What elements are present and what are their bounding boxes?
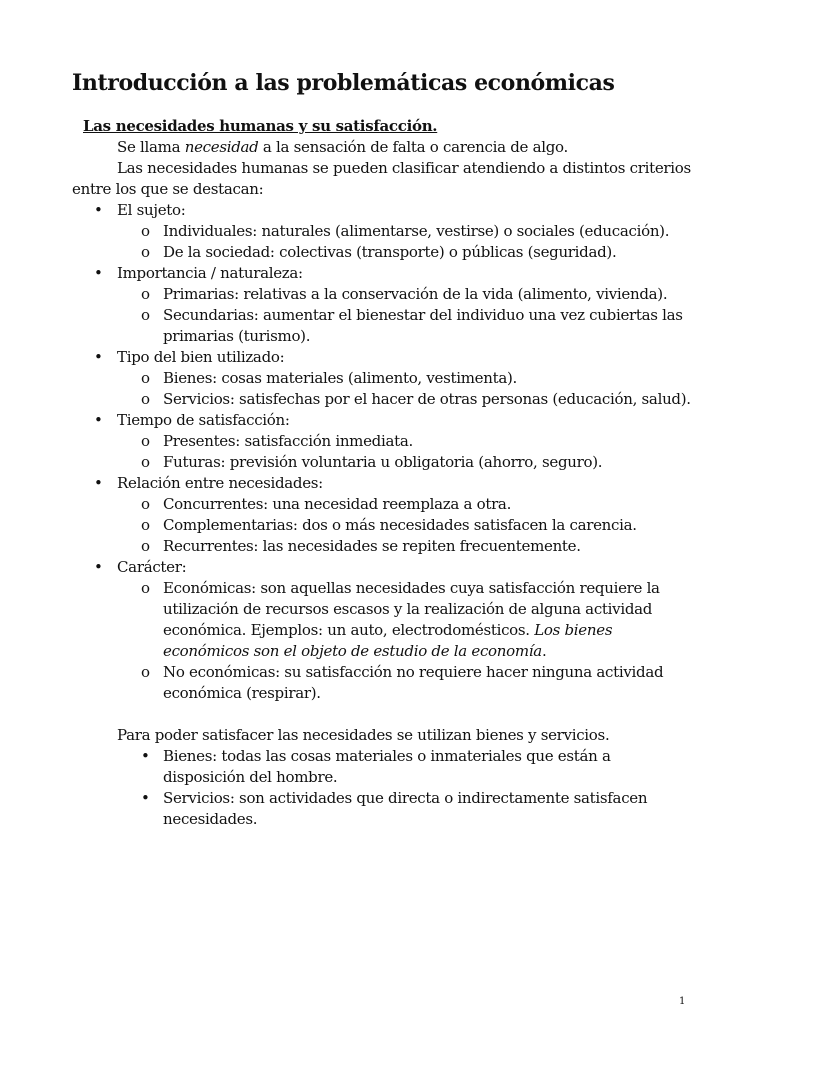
list-item: o Recurrentes: las necesidades se repiten frecuentemente. [141,537,581,555]
document-page [72,70,692,830]
criterion-label: Tiempo de satisfacción: [117,411,290,429]
page-title: Introducción a las problemáticas económicas [72,70,615,96]
list-item: o Bienes: cosas materiales (alimento, vestimenta). [141,369,517,387]
list-item: o Primarias: relativas a la conservación de la vida (alimento, vivienda). [141,285,668,303]
list-item: o Individuales: naturales (alimentarse, vestirse) o sociales (educación). [141,222,670,240]
sub-bullet-icon: o [141,306,150,324]
intro-paragraph: Las necesidades humanas se pueden clasificar atendiendo a distintos criterios entre los que se destacan: [72,159,691,198]
sub-bullet-icon: o [141,432,150,450]
criterion-item [72,263,692,347]
list-item: o No económicas: su satisfacción no requiere hacer ninguna actividad económica (respirar). [141,663,664,702]
criterion-label: Relación entre necesidades: [117,474,323,492]
sub-bullet-icon: o [141,390,150,408]
criterion-item [72,473,692,557]
list-item: o Económicas: son aquellas necesidades cuya satisfacción requiere la utilización de recursos escasos y la realización de alguna actividad económica. Ejemplos: un auto, electrodomésticos. Los bienes económicos son el objeto de estudio de la economía. [141,579,660,660]
criteria-list [72,200,692,704]
list-item: o Complementarias: dos o más necesidades satisfacen la carencia. [141,516,637,534]
bullet-icon: • [94,474,103,492]
criterion-label: Carácter: [117,558,187,576]
sub-bullet-icon: o [141,579,150,597]
list-item: o Servicios: satisfechas por el hacer de otras personas (educación, salud). [141,390,691,408]
criterion-item [72,557,692,704]
bullet-icon: • [94,411,103,429]
criterion-label: El sujeto: [117,201,186,219]
list-item: • Bienes: todas las cosas materiales o inmateriales que están a disposición del hombre. [141,747,611,786]
satisfy-list [117,746,692,830]
sub-bullet-icon: o [141,369,150,387]
sub-bullet-icon: o [141,516,150,534]
sub-bullet-icon: o [141,537,150,555]
bullet-icon: • [94,558,103,576]
list-item: o Presentes: satisfacción inmediata. [141,432,413,450]
list-item: o De la sociedad: colectivas (transporte) o públicas (seguridad). [141,243,617,261]
definition-paragraph [72,137,692,158]
criterion-label: Tipo del bien utilizado: [117,348,285,366]
definition-before: Se llama [117,138,185,156]
sub-bullet-icon: o [141,663,150,681]
sub-bullet-icon: o [141,495,150,513]
list-item: • Servicios: son actividades que directa o indirectamente satisfacen necesidades. [141,789,648,828]
list-item: o Secundarias: aumentar el bienestar del individuo una vez cubiertas las primarias (turismo). [141,306,683,345]
criterion-item [72,200,692,263]
bullet-icon: • [141,747,150,765]
definition-term: necesidad [184,138,259,156]
bullet-icon: • [141,789,150,807]
sub-bullet-icon: o [141,243,150,261]
list-item: o Concurrentes: una necesidad reemplaza a otra. [141,495,512,513]
bullet-icon: • [94,264,103,282]
criterion-label: Importancia / naturaleza: [117,264,303,282]
satisfy-intro: Para poder satisfacer las necesidades se utilizan bienes y servicios. [117,726,610,744]
criterion-item [72,410,692,473]
sub-bullet-icon: o [141,285,150,303]
bullet-icon: • [94,348,103,366]
section-heading: Las necesidades humanas y su satisfacción. [83,117,438,135]
page-number: 1 [679,996,686,1007]
list-item: o Futuras: previsión voluntaria u obligatoria (ahorro, seguro). [141,453,603,471]
criterion-item [72,347,692,410]
definition-after: a la sensación de falta o carencia de algo. [258,138,568,156]
bullet-icon: • [94,201,103,219]
sub-bullet-icon: o [141,222,150,240]
sub-bullet-icon: o [141,453,150,471]
